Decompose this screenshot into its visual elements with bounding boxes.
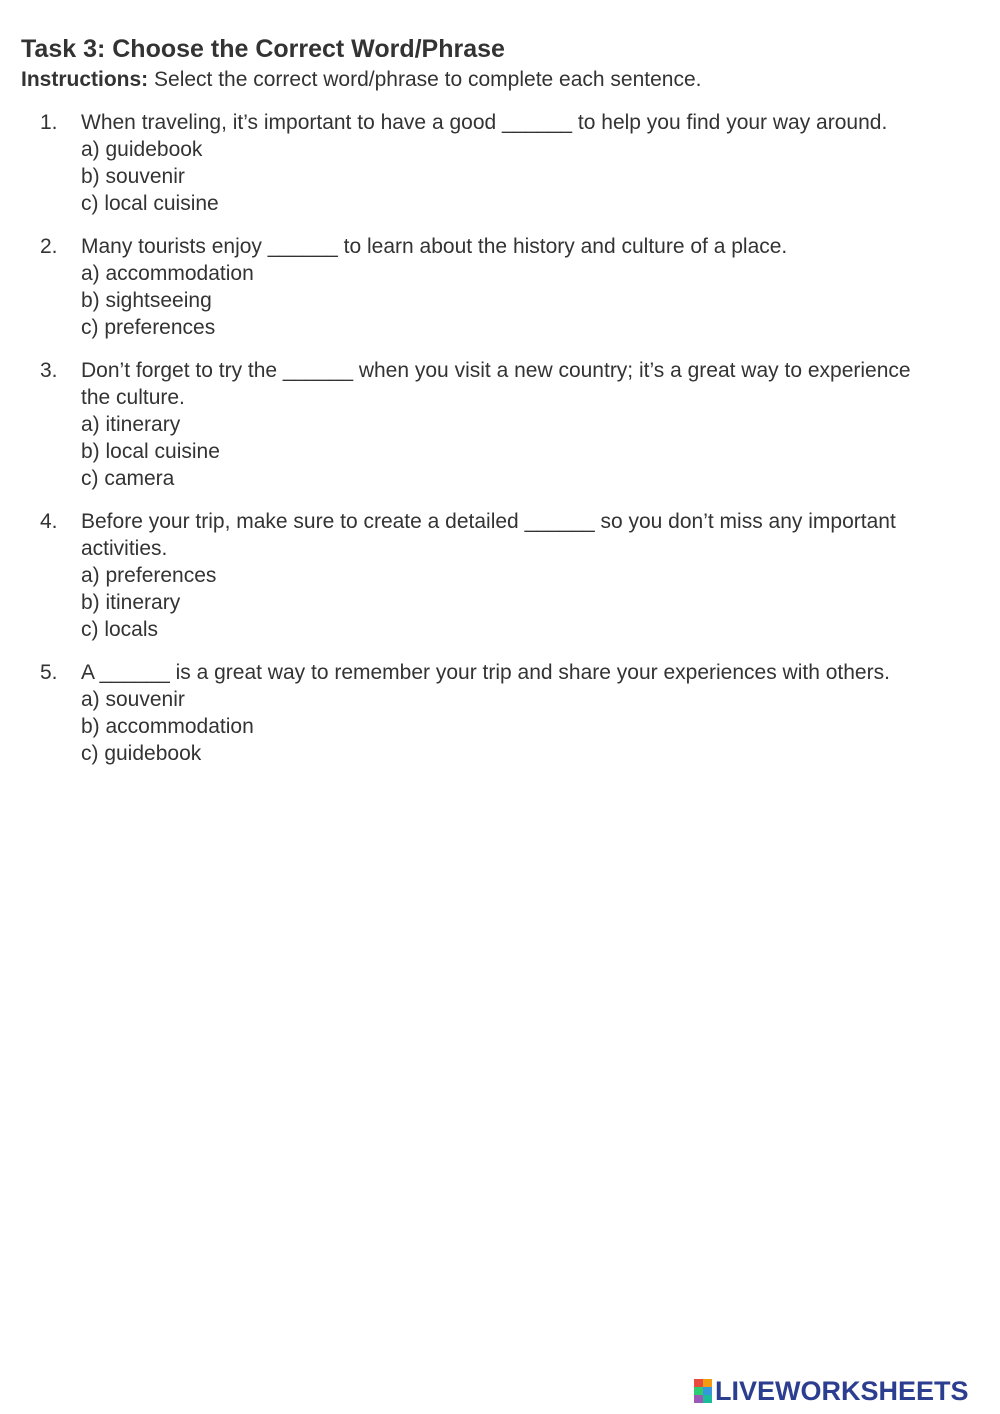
question-number: 4.	[40, 510, 58, 533]
question-text: Before your trip, make sure to create a detailed ______ so you don’t miss any important activities.	[81, 510, 896, 560]
question-4	[0, 508, 1000, 643]
question-text: Many tourists enjoy ______ to learn about the history and culture of a place.	[81, 235, 788, 258]
answer-option[interactable]: a) accommodation	[81, 262, 254, 285]
instructions	[21, 66, 701, 94]
question-text: A ______ is a great way to remember your trip and share your experiences with others.	[81, 661, 890, 684]
instructions-text: Select the correct word/phrase to complete each sentence.	[148, 68, 702, 91]
question-text: Don’t forget to try the ______ when you visit a new country; it’s a great way to experience the culture.	[81, 359, 911, 409]
answer-option[interactable]: a) preferences	[81, 564, 217, 587]
logo-mark-block	[703, 1379, 712, 1387]
logo-mark-block	[694, 1387, 703, 1395]
answer-option[interactable]: a) guidebook	[81, 138, 203, 161]
answer-option[interactable]: a) souvenir	[81, 688, 185, 711]
answer-option[interactable]: a) itinerary	[81, 413, 181, 436]
answer-option[interactable]: c) preferences	[81, 316, 216, 339]
liveworksheets-logo-icon	[694, 1379, 712, 1403]
question-5	[0, 659, 1000, 767]
page-title: Task 3: Choose the Correct Word/Phrase	[21, 35, 505, 63]
question-number: 2.	[40, 235, 58, 258]
answer-option[interactable]: c) locals	[81, 618, 159, 641]
answer-option[interactable]: c) guidebook	[81, 742, 202, 765]
answer-option[interactable]: b) sightseeing	[81, 289, 212, 312]
answer-option[interactable]: b) local cuisine	[81, 440, 220, 463]
question-2	[0, 233, 1000, 341]
question-3	[0, 357, 1000, 492]
question-text: When traveling, it’s important to have a good ______ to help you find your way around.	[81, 111, 888, 134]
answer-option[interactable]: c) local cuisine	[81, 192, 219, 215]
instructions-label: Instructions:	[21, 68, 149, 91]
answer-option[interactable]: b) souvenir	[81, 165, 185, 188]
logo-mark-block	[703, 1387, 712, 1395]
logo-text: LIVEWORKSHEETS	[715, 1376, 969, 1406]
answer-option[interactable]: b) itinerary	[81, 591, 181, 614]
question-number: 5.	[40, 661, 58, 684]
logo-mark-block	[694, 1379, 703, 1387]
question-number: 3.	[40, 359, 58, 382]
question-1	[0, 109, 1000, 217]
question-list	[0, 109, 1000, 783]
liveworksheets-logo	[694, 1376, 969, 1406]
question-number: 1.	[40, 111, 58, 134]
answer-option[interactable]: b) accommodation	[81, 715, 254, 738]
answer-option[interactable]: c) camera	[81, 467, 175, 490]
logo-mark-block	[703, 1395, 712, 1403]
logo-mark-block	[694, 1395, 703, 1403]
